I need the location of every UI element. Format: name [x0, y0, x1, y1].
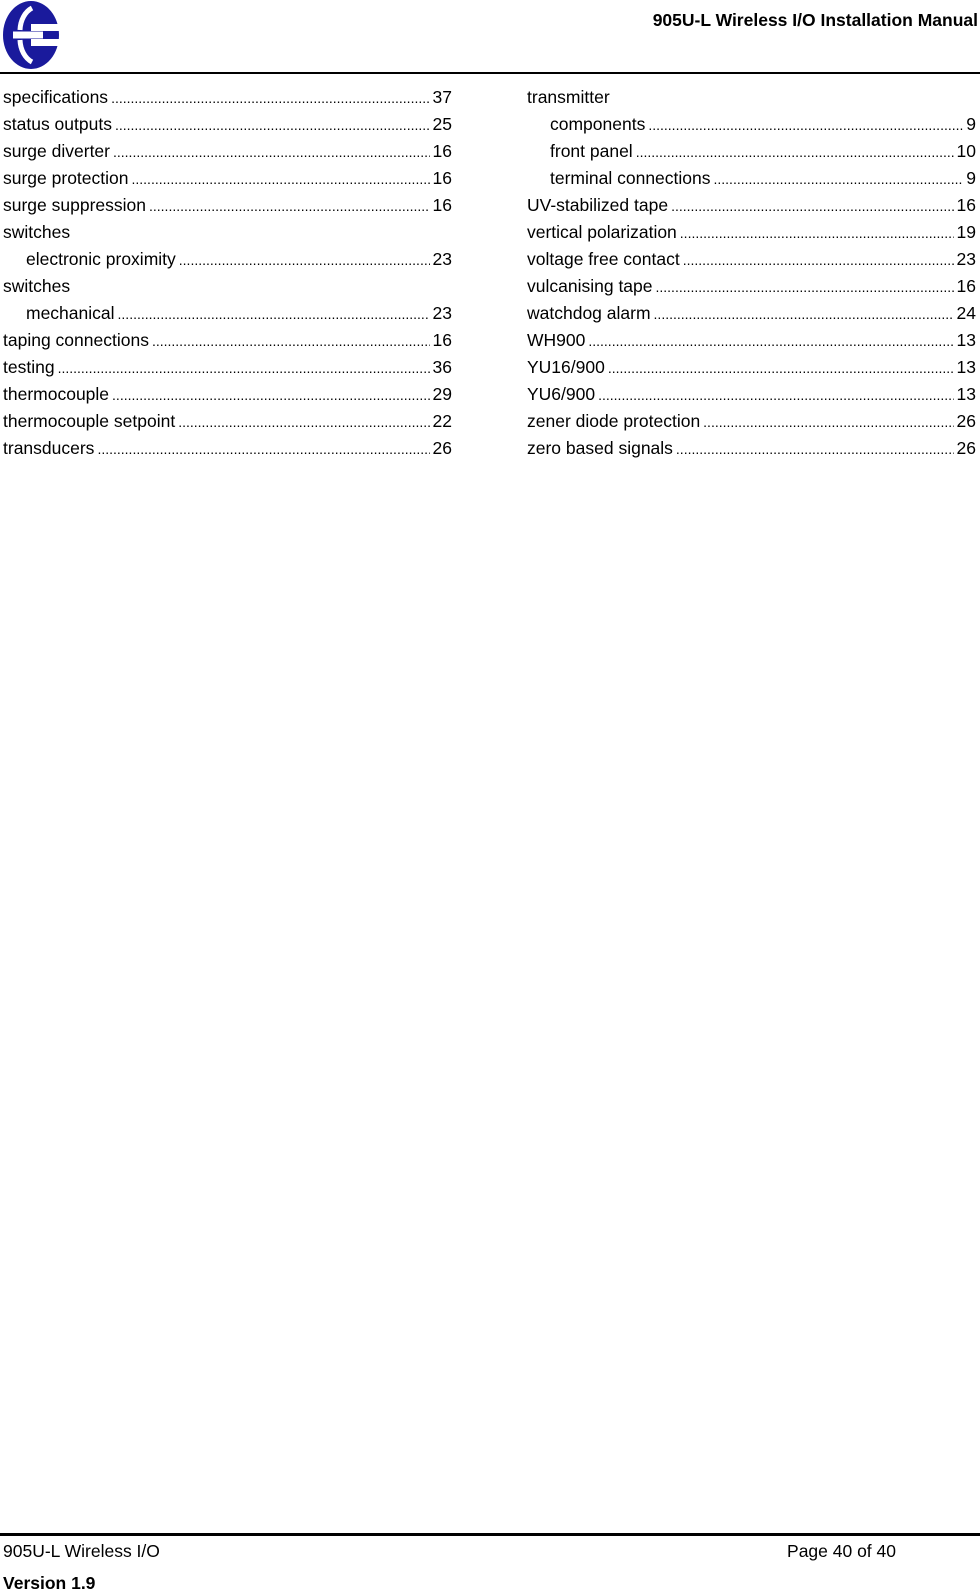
- document-header-title: 905U-L Wireless I/O Installation Manual: [652, 10, 978, 30]
- index-page-number: 13: [956, 384, 976, 404]
- index-page-number: 9: [966, 168, 976, 188]
- index-term: surge diverter: [3, 141, 110, 161]
- index-term: transmitter: [527, 87, 610, 107]
- index-term: testing: [3, 357, 55, 377]
- dot-leader: [656, 274, 954, 301]
- index-entry: [527, 273, 976, 300]
- index-term: YU6/900: [527, 384, 596, 404]
- index-entry: [527, 246, 976, 273]
- index-term: zero based signals: [527, 438, 673, 458]
- index-page-number: 23: [432, 303, 452, 323]
- index-page-number: 26: [956, 438, 976, 458]
- dot-leader: [588, 328, 953, 355]
- index-entry: [527, 138, 976, 165]
- index-page-number: 16: [432, 168, 452, 188]
- index-term: UV-stabilized tape: [527, 195, 669, 215]
- dot-leader: [179, 247, 430, 274]
- index-page-number: 13: [956, 330, 976, 350]
- index-entry: [527, 327, 976, 354]
- index-entry: [3, 138, 452, 165]
- index-page-number: 22: [432, 411, 452, 431]
- index-entry: [3, 165, 452, 192]
- index-entry: [527, 219, 976, 246]
- dot-leader: [703, 409, 953, 436]
- index-page-number: 13: [956, 357, 976, 377]
- index-page-number: 26: [956, 411, 976, 431]
- index-page-number: 10: [956, 141, 976, 161]
- index-term: voltage free contact: [527, 249, 680, 269]
- index-entry: [3, 381, 452, 408]
- index-entry: [3, 246, 452, 273]
- dot-leader: [714, 166, 964, 193]
- dot-leader: [654, 301, 954, 328]
- index-page-number: 16: [432, 330, 452, 350]
- index-term: terminal connections: [550, 168, 711, 188]
- index-term: surge protection: [3, 168, 129, 188]
- header-rule: [0, 72, 980, 74]
- index-term: electronic proximity: [26, 249, 176, 269]
- dot-leader: [680, 220, 954, 247]
- index-page-number: 36: [432, 357, 452, 377]
- index-page-number: 16: [956, 276, 976, 296]
- index-term: taping connections: [3, 330, 149, 350]
- index-entry: [527, 381, 976, 408]
- dot-leader: [112, 382, 429, 409]
- dot-leader: [149, 193, 430, 220]
- dot-leader: [118, 301, 430, 328]
- dot-leader: [683, 247, 954, 274]
- index-entry: [527, 192, 976, 219]
- index-page-number: 37: [432, 87, 452, 107]
- index-entry: [3, 219, 452, 246]
- index-term: switches: [3, 222, 71, 242]
- dot-leader: [132, 166, 430, 193]
- index-page-number: 16: [432, 141, 452, 161]
- index-entry: [527, 435, 976, 462]
- footer-page-number: Page 40 of 40: [787, 1541, 896, 1561]
- index-page-number: 25: [432, 114, 452, 134]
- index-term: WH900: [527, 330, 586, 350]
- index-entry: [3, 435, 452, 462]
- footer-rule: [0, 1533, 980, 1536]
- index-term: watchdog alarm: [527, 303, 651, 323]
- index-column-right: [527, 84, 976, 462]
- index-term: front panel: [550, 141, 633, 161]
- index-page-number: 16: [956, 195, 976, 215]
- dot-leader: [598, 382, 953, 409]
- dot-leader: [113, 139, 430, 166]
- index-term: surge suppression: [3, 195, 146, 215]
- index-entry: [3, 354, 452, 381]
- index-page-number: 19: [956, 222, 976, 242]
- dot-leader: [111, 85, 429, 112]
- index-page-number: 26: [432, 438, 452, 458]
- company-logo-icon: [2, 0, 60, 70]
- index-page-number: 29: [432, 384, 452, 404]
- index-page-number: 16: [432, 195, 452, 215]
- index-term: transducers: [3, 438, 95, 458]
- footer-version: Version 1.9: [3, 1573, 96, 1593]
- index-term: YU16/900: [527, 357, 605, 377]
- index-term: thermocouple setpoint: [3, 411, 176, 431]
- index-entry: [3, 84, 452, 111]
- index-term: vulcanising tape: [527, 276, 653, 296]
- index-entry: [3, 111, 452, 138]
- dot-leader: [178, 409, 429, 436]
- index-page-number: 23: [956, 249, 976, 269]
- dot-leader: [608, 355, 954, 382]
- dot-leader: [152, 328, 430, 355]
- dot-leader: [676, 436, 954, 463]
- index-term: mechanical: [26, 303, 115, 323]
- index-term: specifications: [3, 87, 109, 107]
- index-entry: [527, 165, 976, 192]
- index-entry: [3, 327, 452, 354]
- index-entry: [527, 111, 976, 138]
- index-entry: [3, 408, 452, 435]
- index-entry: [527, 408, 976, 435]
- index-entry: [3, 192, 452, 219]
- index-column-left: [3, 84, 452, 462]
- dot-leader: [115, 112, 430, 139]
- index-page-number: 9: [966, 114, 976, 134]
- dot-leader: [97, 436, 429, 463]
- index-term: thermocouple: [3, 384, 110, 404]
- footer-product-name: 905U-L Wireless I/O: [3, 1541, 160, 1561]
- dot-leader: [636, 139, 954, 166]
- index-term: zener diode protection: [527, 411, 701, 431]
- index-term: switches: [3, 276, 71, 296]
- index-page-number: 24: [956, 303, 976, 323]
- index-entry: [527, 84, 976, 111]
- index-entry: [3, 300, 452, 327]
- index-entry: [3, 273, 452, 300]
- index-page-number: 23: [432, 249, 452, 269]
- dot-leader: [648, 112, 963, 139]
- index-entry: [527, 300, 976, 327]
- index-entry: [527, 354, 976, 381]
- dot-leader: [671, 193, 953, 220]
- dot-leader: [58, 355, 430, 382]
- index-term: components: [550, 114, 646, 134]
- index-term: status outputs: [3, 114, 112, 134]
- index-term: vertical polarization: [527, 222, 677, 242]
